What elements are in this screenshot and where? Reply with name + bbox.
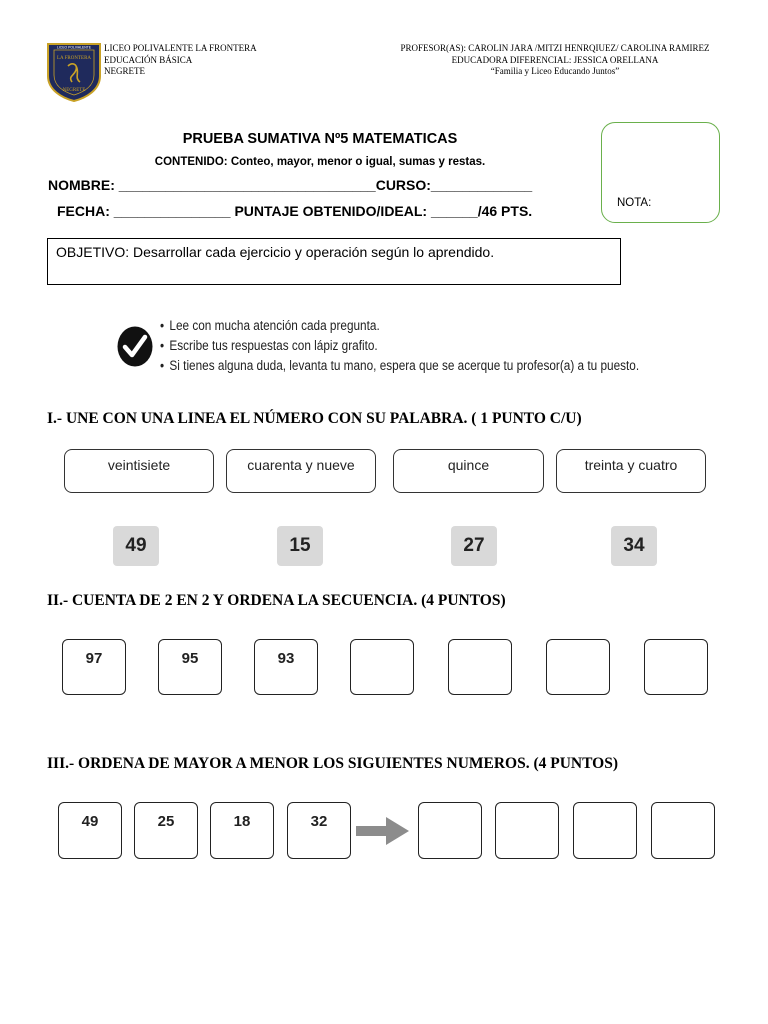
school-city: NEGRETE — [104, 66, 145, 76]
objective-box: OBJETIVO: Desarrollar cada ejercicio y operación según lo aprendido. — [47, 238, 621, 285]
sequence-box: 93 — [254, 639, 318, 695]
sequence-answer-box[interactable] — [644, 639, 708, 695]
given-number-box: 25 — [134, 802, 198, 859]
instruction-item: • Escribe tus respuestas con lápiz grafito. — [160, 336, 639, 356]
word-card[interactable]: treinta y cuatro — [556, 449, 706, 493]
word-card[interactable]: cuarenta y nueve — [226, 449, 376, 493]
content-line: CONTENIDO: Conteo, mayor, menor o igual, sumas y restas. — [154, 156, 486, 168]
instruction-item: • Lee con mucha atención cada pregunta. — [160, 316, 639, 336]
crest-text-bottom: NEGRETE — [62, 88, 86, 93]
teacher-info — [390, 43, 720, 78]
crest-text-mid: LA FRONTERA — [56, 56, 92, 61]
word-card[interactable]: veintisiete — [64, 449, 214, 493]
sequence-box: 97 — [62, 639, 126, 695]
number-tile[interactable]: 34 — [611, 526, 657, 566]
crest-text-top: LICEO POLIVALENTE — [56, 45, 92, 50]
sequence-answer-box[interactable] — [448, 639, 512, 695]
educator-line: EDUCADORA DIFERENCIAL: JESSICA ORELLANA — [451, 54, 659, 65]
word-card[interactable]: quince — [393, 449, 544, 493]
teachers-line: PROFESOR(AS): CAROLIN JARA /MITZI HENRQIUEZ/ CAROLINA RAMIREZ — [400, 43, 710, 53]
given-number-box: 49 — [58, 802, 122, 859]
section-3-title: III.- ORDENA DE MAYOR A MENOR LOS SIGUIENTES NUMEROS. (4 PUNTOS) — [47, 755, 619, 772]
school-crest-icon — [46, 42, 102, 102]
school-name: LICEO POLIVALENTE LA FRONTERA — [104, 43, 257, 53]
number-tile[interactable]: 15 — [277, 526, 323, 566]
grade-box[interactable] — [601, 122, 720, 223]
name-course-field[interactable]: NOMBRE: _________________________________CURSO:_____________ — [48, 177, 533, 193]
number-tile[interactable]: 27 — [451, 526, 497, 566]
order-answer-box[interactable] — [573, 802, 637, 859]
given-number-box: 18 — [210, 802, 274, 859]
page-title: PRUEBA SUMATIVA Nº5 MATEMATICAS — [182, 131, 458, 147]
grade-label: NOTA: — [617, 197, 652, 209]
arrow-right-icon — [356, 816, 410, 846]
sequence-answer-box[interactable] — [350, 639, 414, 695]
sequence-box: 95 — [158, 639, 222, 695]
given-number-box: 32 — [287, 802, 351, 859]
motto-line: “Familia y Liceo Educando Juntos” — [490, 66, 620, 76]
instructions-list — [160, 316, 639, 376]
sequence-answer-box[interactable] — [546, 639, 610, 695]
school-info — [104, 43, 257, 78]
instruction-item: • Si tienes alguna duda, levanta tu mano, espera que se acerque tu profesor(a) a tu puesto. — [160, 356, 639, 376]
section-2-title: II.- CUENTA DE 2 EN 2 Y ORDENA LA SECUENCIA. (4 PUNTOS) — [47, 592, 506, 609]
date-score-field[interactable]: FECHA: _______________ PUNTAJE OBTENIDO/IDEAL: ______/46 PTS. — [57, 203, 533, 219]
section-1-title: I.- UNE CON UNA LINEA EL NÚMERO CON SU PALABRA. ( 1 PUNTO C/U) — [47, 410, 582, 427]
checkmark-icon — [116, 325, 154, 368]
order-answer-box[interactable] — [651, 802, 715, 859]
order-answer-box[interactable] — [418, 802, 482, 859]
order-answer-box[interactable] — [495, 802, 559, 859]
school-level: EDUCACIÓN BÁSICA — [104, 54, 193, 65]
number-tile[interactable]: 49 — [113, 526, 159, 566]
